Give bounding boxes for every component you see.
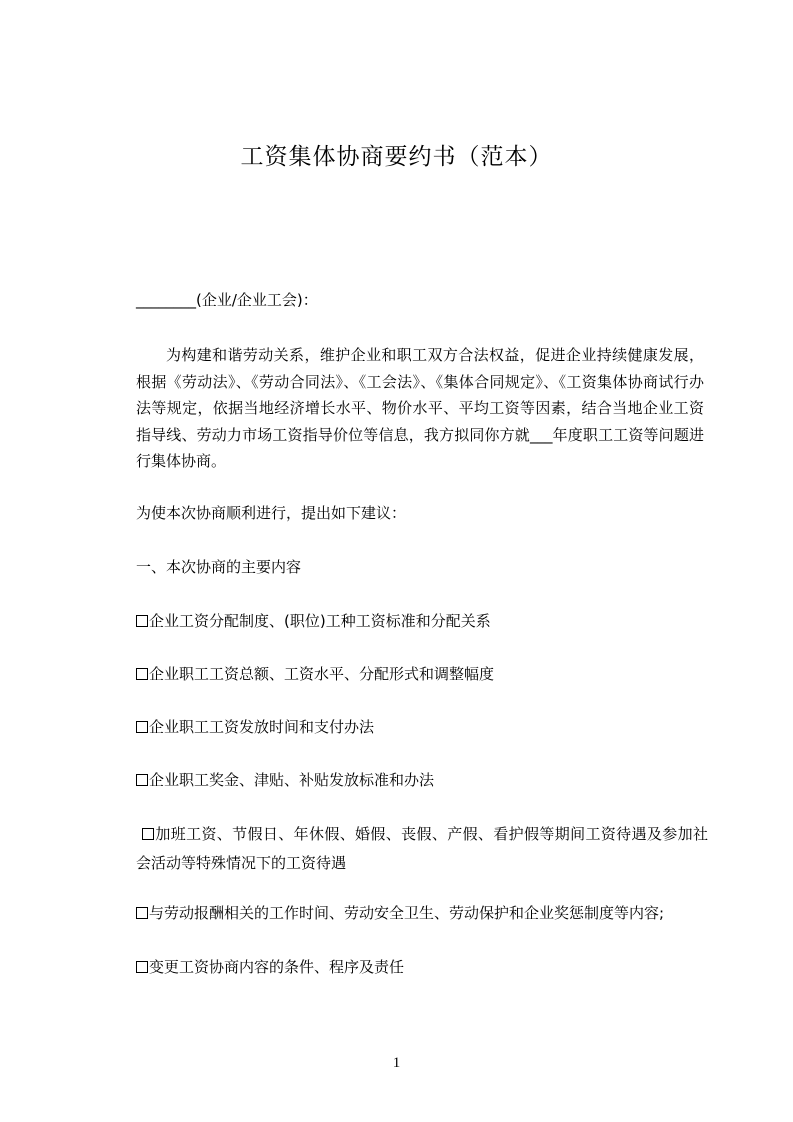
intro-paragraph: 为构建和谐劳动关系，维护企业和职工双方合法权益，促进企业持续健康发展，根据《劳动法》、《劳动合同法》、《工会法》、《集体合同规定》、《工资集体协商试行办法等规定，依据当地经济增长水平、物价水平、平均工资等因素，结合当地企业工资指导线、劳动力市场工资指导价位等信息，我方拟同你方就___年度职工工资等问题进行集体协商。 <box>136 346 704 470</box>
checkbox-icon <box>136 668 148 680</box>
checkbox-icon <box>142 828 154 840</box>
list-item-text: 与劳动报酬相关的工作时间、劳动安全卫生、劳动保护和企业奖惩制度等内容; <box>149 904 665 922</box>
checkbox-icon <box>136 961 148 973</box>
page-number: 1 <box>392 1055 401 1071</box>
list-item <box>136 664 494 684</box>
list-item <box>136 770 434 790</box>
checkbox-icon <box>136 774 148 786</box>
section-heading: 一、本次协商的主要内容 <box>136 558 302 576</box>
document-title: 工资集体协商要约书（范本） <box>240 144 553 170</box>
checkbox-icon <box>136 615 148 627</box>
list-item <box>136 903 664 923</box>
list-item-text: 企业职工奖金、津贴、补贴发放标准和办法 <box>149 771 435 789</box>
list-item <box>136 611 491 631</box>
proposal-intro: 为使本次协商顺利进行，提出如下建议： <box>136 504 407 522</box>
list-item-text: 加班工资、节假日、年休假、婚假、丧假、产假、看护假等期间工资待遇及参加社会活动等特殊情况下的工资待遇 <box>136 825 708 872</box>
checkbox-icon <box>136 721 148 733</box>
checkbox-icon <box>136 907 148 919</box>
list-item-text: 企业职工工资总额、工资水平、分配形式和调整幅度 <box>149 665 495 683</box>
list-item <box>136 957 404 977</box>
list-item <box>136 717 374 737</box>
list-item-text: 企业职工工资发放时间和支付办法 <box>149 718 375 736</box>
list-item-text: 变更工资协商内容的条件、程序及责任 <box>149 958 405 976</box>
list-item <box>136 820 708 878</box>
list-item-text: 企业工资分配制度、(职位)工种工资标准和分配关系 <box>149 612 491 630</box>
salutation: ________(企业/企业工会)： <box>136 291 318 309</box>
